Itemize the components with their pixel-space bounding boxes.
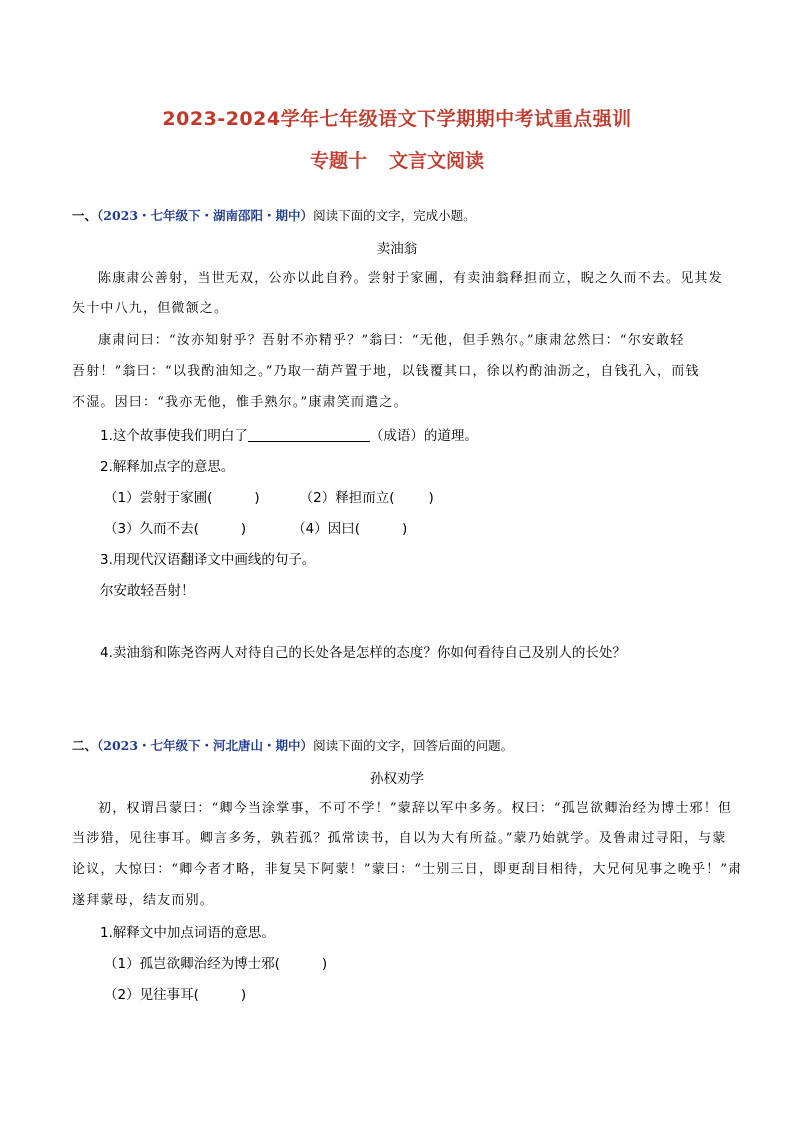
question-2-1: 1.解释文中加点词语的意思。 xyxy=(100,925,275,941)
question-1-2-items-row2 xyxy=(104,519,407,539)
passage-1-line: 陈康肃公善射，当世无双，公亦以此自矜。尝射于家圃，有卖油翁释担而立，睨之久而不去。见其发 xyxy=(98,271,723,286)
page-title: 2023-2024学年七年级语文下学期期中考试重点强训 xyxy=(162,108,632,130)
question-text: （成语）的道理。 xyxy=(369,428,478,444)
subtitle-topic-name: 文言文阅读 xyxy=(389,150,485,172)
question-1-2: 2.解释加点字的意思。 xyxy=(100,459,235,475)
item-text: （1）尝射于家圃( xyxy=(104,490,213,506)
passage-2-title: 孙权劝学 xyxy=(370,771,424,787)
question-1-1 xyxy=(100,426,478,446)
passage-1-line: 矢十中八九，但微颔之。 xyxy=(72,301,229,316)
item-close: ) xyxy=(240,987,247,1003)
section-1-heading xyxy=(72,206,732,226)
section-2-source: （2023・七年级下・河北唐山・期中） xyxy=(97,738,314,753)
item-text: （4）因曰( xyxy=(292,521,360,537)
question-1-2-items-row1 xyxy=(104,488,434,508)
item-text: （1）孤岂欲卿治经为博士邪( xyxy=(104,956,280,972)
question-text: 1.这个故事使我们明白了 xyxy=(100,428,248,444)
passage-1-title: 卖油翁 xyxy=(376,241,418,257)
question-1-3-sentence: 尔安敢轻吾射！ xyxy=(100,583,195,599)
item-close: ) xyxy=(254,490,260,506)
passage-2-line: 遂拜蒙母，结友而别。 xyxy=(72,893,215,908)
passage-1-line: 吾射！”翁曰：“以我酌油知之。”乃取一葫芦置于地，以钱覆其口，徐以杓酌油沥之，自钱孔入，而钱 xyxy=(72,364,700,379)
passage-1-line: 不湿。因曰：“我亦无他，惟手熟尔。”康肃笑而遣之。 xyxy=(72,395,408,410)
section-1-number: 一、 xyxy=(72,208,98,223)
page-subtitle xyxy=(0,146,794,173)
item-close: ) xyxy=(402,521,408,537)
section-2-heading xyxy=(72,736,732,756)
item-close: ) xyxy=(240,521,247,537)
section-1-source: （2023・七年级下・湖南邵阳・期中） xyxy=(97,208,314,223)
item-text: （2）见往事耳( xyxy=(104,987,199,1003)
item-close: ) xyxy=(321,956,328,972)
passage-2-line: 初，权谓吕蒙曰：“卿今当涂掌事，不可不学！”蒙辞以军中多务。权曰：“孤岂欲卿治经为博士邪！但 xyxy=(98,801,733,816)
question-2-1-item-2 xyxy=(104,985,246,1005)
section-2-instruction: 阅读下面的文字，回答后面的问题。 xyxy=(313,738,514,753)
passage-2-line: 论议，大惊曰：“卿今者才略，非复吴下阿蒙！”蒙曰：“士别三日，即更刮目相待，大兄何见事之晚乎！”肃 xyxy=(72,862,743,877)
question-1-3: 3.用现代汉语翻译文中画线的句子。 xyxy=(100,552,316,568)
question-2-1-item-1 xyxy=(104,954,327,974)
item-close: ) xyxy=(428,490,434,506)
section-2-number: 二、 xyxy=(72,738,98,753)
passage-2-line: 当涉猎，见往事耳。卿言多务，孰若孤？孤常读书，自以为大有所益。”蒙乃始就学。及鲁肃过寻阳，与蒙 xyxy=(72,831,727,846)
item-text: （2）释担而立( xyxy=(299,490,395,506)
section-1-instruction: 阅读下面的文字，完成小题。 xyxy=(313,208,476,223)
question-1-4: 4.卖油翁和陈尧咨两人对待自己的长处各是怎样的态度？你如何看待自己及别人的长处？ xyxy=(100,645,626,661)
item-text: （3）久而不去( xyxy=(104,521,199,537)
answer-blank[interactable] xyxy=(248,427,370,442)
passage-1-line: 康肃问曰：“汝亦知射乎？吾射不亦精乎？”翁曰：“无他，但手熟尔。”康肃忿然曰：“尔安敢轻 xyxy=(98,333,685,348)
subtitle-topic-number: 专题十 xyxy=(309,150,367,172)
